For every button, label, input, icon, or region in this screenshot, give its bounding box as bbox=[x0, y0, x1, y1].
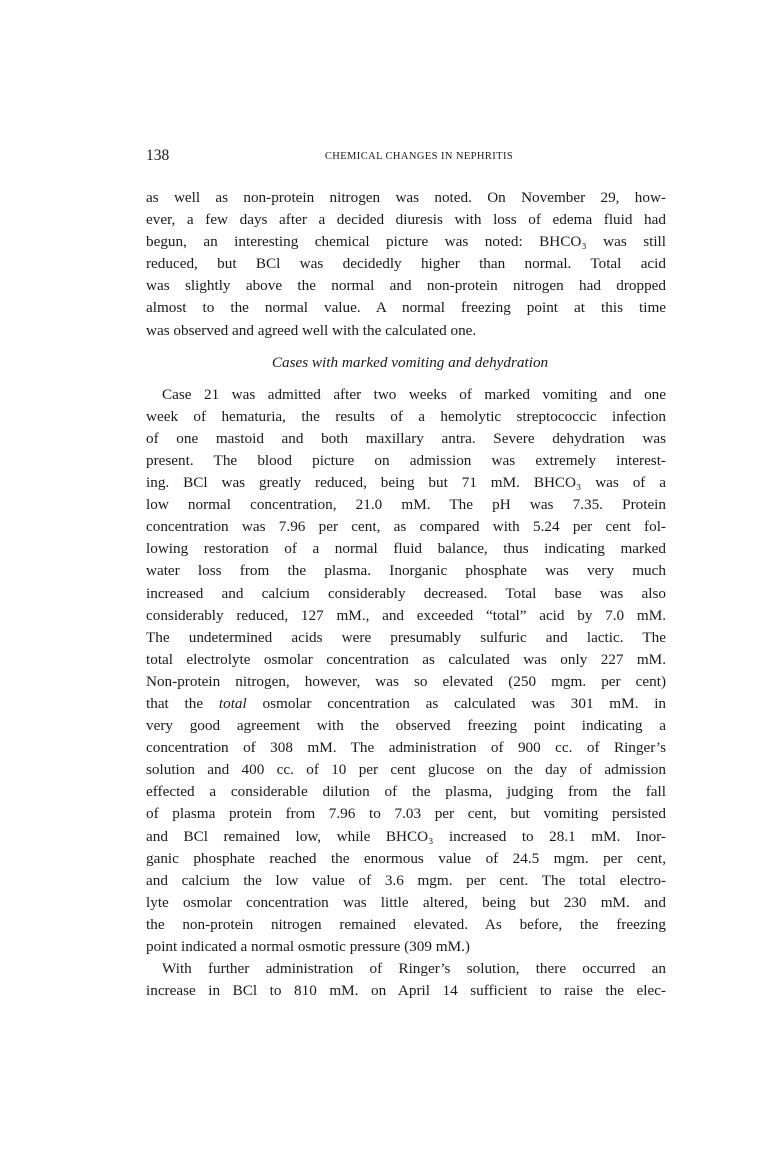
text-line: Case 21 was admitted after two weeks of marked vomiting and one bbox=[162, 385, 666, 403]
text-line: point indicated a normal osmotic pressure (309 mM.) bbox=[146, 938, 470, 955]
text-line: ganic phosphate reached the enormous value of 24.5 mgm. per cent, bbox=[146, 849, 666, 867]
text-line: and calcium the low value of 3.6 mgm. per cent. The total electro- bbox=[146, 871, 666, 889]
text-line: considerably reduced, 127 mM., and exceeded “total” acid by 7.0 mM. bbox=[146, 606, 666, 624]
text-line: total electrolyte osmolar concentration as calculated was only 227 mM. bbox=[146, 650, 666, 668]
text-line: the non-protein nitrogen remained elevated. As before, the freezing bbox=[146, 915, 666, 933]
text-line: and BCl remained low, while BHCO₃ increased to 28.1 mM. Inor- bbox=[146, 827, 666, 845]
page-number: 138 bbox=[146, 147, 170, 164]
text-line: almost to the normal value. A normal freezing point at this time bbox=[146, 299, 666, 317]
text-line: was slightly above the normal and non-protein nitrogen had dropped bbox=[146, 277, 666, 295]
text-line: ing. BCl was greatly reduced, being but 71 mM. BHCO₃ was of a bbox=[146, 474, 666, 492]
text-line: effected a considerable dilution of the plasma, judging from the fall bbox=[146, 783, 666, 801]
text-line: With further administration of Ringer’s solution, there occurred an bbox=[162, 960, 666, 978]
text-line: begun, an interesting chemical picture was noted: BHCO₃ was still bbox=[146, 233, 666, 251]
text-line: concentration was 7.96 per cent, as compared with 5.24 per cent fol- bbox=[146, 518, 666, 536]
paragraph-3 bbox=[146, 958, 666, 1002]
text-line: that the total osmolar concentration as calculated was 301 mM. in bbox=[146, 694, 666, 712]
paragraph-1 bbox=[146, 187, 666, 342]
section-heading: Cases with marked vomiting and dehydration bbox=[271, 353, 549, 371]
text-line: water loss from the plasma. Inorganic phosphate was very much bbox=[146, 562, 666, 580]
paragraph-2 bbox=[146, 384, 666, 958]
text-line: increased and calcium considerably decreased. Total base was also bbox=[146, 584, 666, 602]
text-line: lowing restoration of a normal fluid balance, thus indicating marked bbox=[146, 540, 666, 558]
body-text bbox=[146, 187, 666, 1002]
text-line: present. The blood picture on admission was extremely interest- bbox=[146, 451, 666, 469]
text-line: solution and 400 cc. of 10 per cent glucose on the day of admission bbox=[146, 761, 666, 779]
running-title: CHEMICAL CHANGES IN NEPHRITIS bbox=[324, 151, 514, 162]
text-line: as well as non-protein nitrogen was noted. On November 29, how- bbox=[146, 189, 666, 206]
text-line: increase in BCl to 810 mM. on April 14 sufficient to raise the elec- bbox=[146, 982, 666, 1000]
text-line: ever, a few days after a decided diuresis with loss of edema fluid had bbox=[146, 211, 666, 229]
text-line: The undetermined acids were presumably sulfuric and lactic. The bbox=[146, 628, 666, 646]
text-line: concentration of 308 mM. The administration of 900 cc. of Ringer’s bbox=[146, 739, 666, 757]
text-line: low normal concentration, 21.0 mM. The pH was 7.35. Protein bbox=[146, 496, 666, 514]
text-line: reduced, but BCl was decidedly higher than normal. Total acid bbox=[146, 255, 666, 273]
text-line: was observed and agreed well with the calculated one. bbox=[146, 321, 477, 339]
emphasis: total bbox=[218, 694, 247, 712]
text-line: week of hematuria, the results of a hemolytic streptococcic infection bbox=[146, 407, 666, 425]
text-line: very good agreement with the observed freezing point indicating a bbox=[146, 717, 666, 735]
text-line: lyte osmolar concentration was little altered, being but 230 mM. and bbox=[146, 893, 666, 911]
spacer bbox=[146, 342, 666, 352]
text-line: of plasma protein from 7.96 to 7.03 per cent, but vomiting persisted bbox=[146, 805, 666, 823]
text-line: of one mastoid and both maxillary antra. Severe dehydration was bbox=[146, 429, 666, 447]
text-line: Non-protein nitrogen, however, was so elevated (250 mgm. per cent) bbox=[146, 672, 666, 690]
page-header bbox=[146, 146, 666, 166]
